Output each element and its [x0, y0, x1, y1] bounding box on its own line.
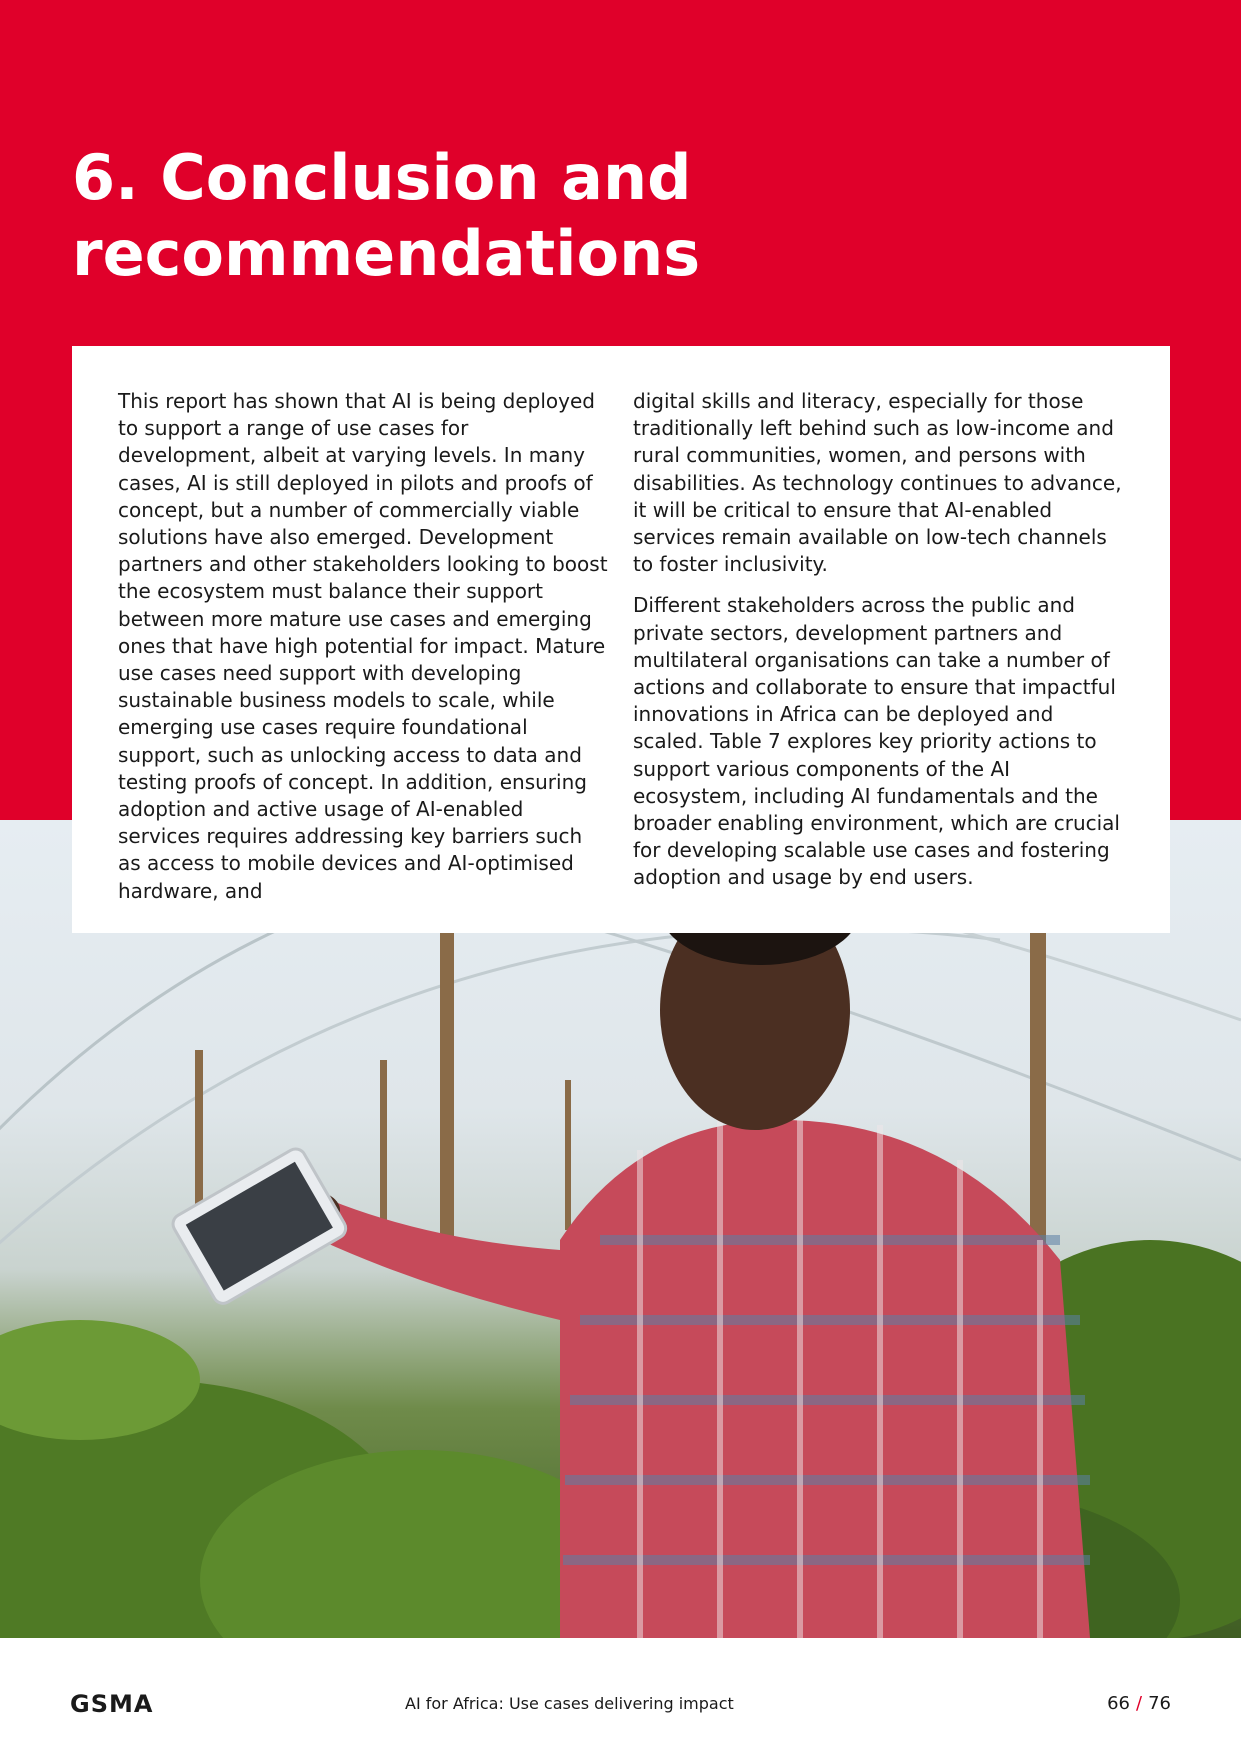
page-total: 76 [1148, 1693, 1171, 1714]
page-separator: / [1136, 1693, 1143, 1714]
body-paragraph: digital skills and literacy, especially for those traditionally left behind such as low-income and rural communities, women, and persons with disabilities. As technology continues to advance, it will be critical to ensure that AI-enabled services remain available on low-tech channels to foster inclusivity. [633, 389, 1122, 577]
gsma-logo: GSMA [70, 1690, 154, 1718]
body-paragraph: This report has shown that AI is being deployed to support a range of use cases for development, albeit at varying levels. In many cases, AI is still deployed in pilots and proofs of concept, but a number of commercially viable solutions have also emerged. Development partners and other stakeholders looking to boost the ecosystem must balance their support between more mature use cases and emerging ones that have high potential for impact. Mature use cases need support with developing sustainable business models to scale, while emerging use cases require foundational support, such as unlocking access to data and testing proofs of concept. In addition, ensuring adoption and active usage of AI-enabled services requires addressing key barriers such as access to mobile devices and AI-optimised hardware, and [118, 389, 608, 903]
page-current: 66 [1107, 1693, 1131, 1714]
content-card [72, 346, 1170, 933]
page-title: 6. Conclusion and recommendations [72, 141, 701, 290]
body-paragraph: Different stakeholders across the public and private sectors, development partners and multilateral organisations can take a number of actions and collaborate to ensure that impactful innovations in Africa can be deployed and scaled. Table 7 explores key priority actions to support various components of the AI ecosystem, including AI fundamentals and the broader enabling environment, which are crucial for developing scalable use cases and fostering adoption and usage by end users. [633, 593, 1120, 890]
right-column [633, 388, 1123, 906]
farmer-with-tablet-photo [0, 820, 1241, 1638]
document-title: AI for Africa: Use cases delivering impact [405, 1694, 734, 1713]
greenhouse-illustration [0, 820, 1241, 1638]
left-column [118, 388, 608, 919]
page-footer [0, 1638, 1241, 1754]
page-number [1107, 1693, 1171, 1714]
